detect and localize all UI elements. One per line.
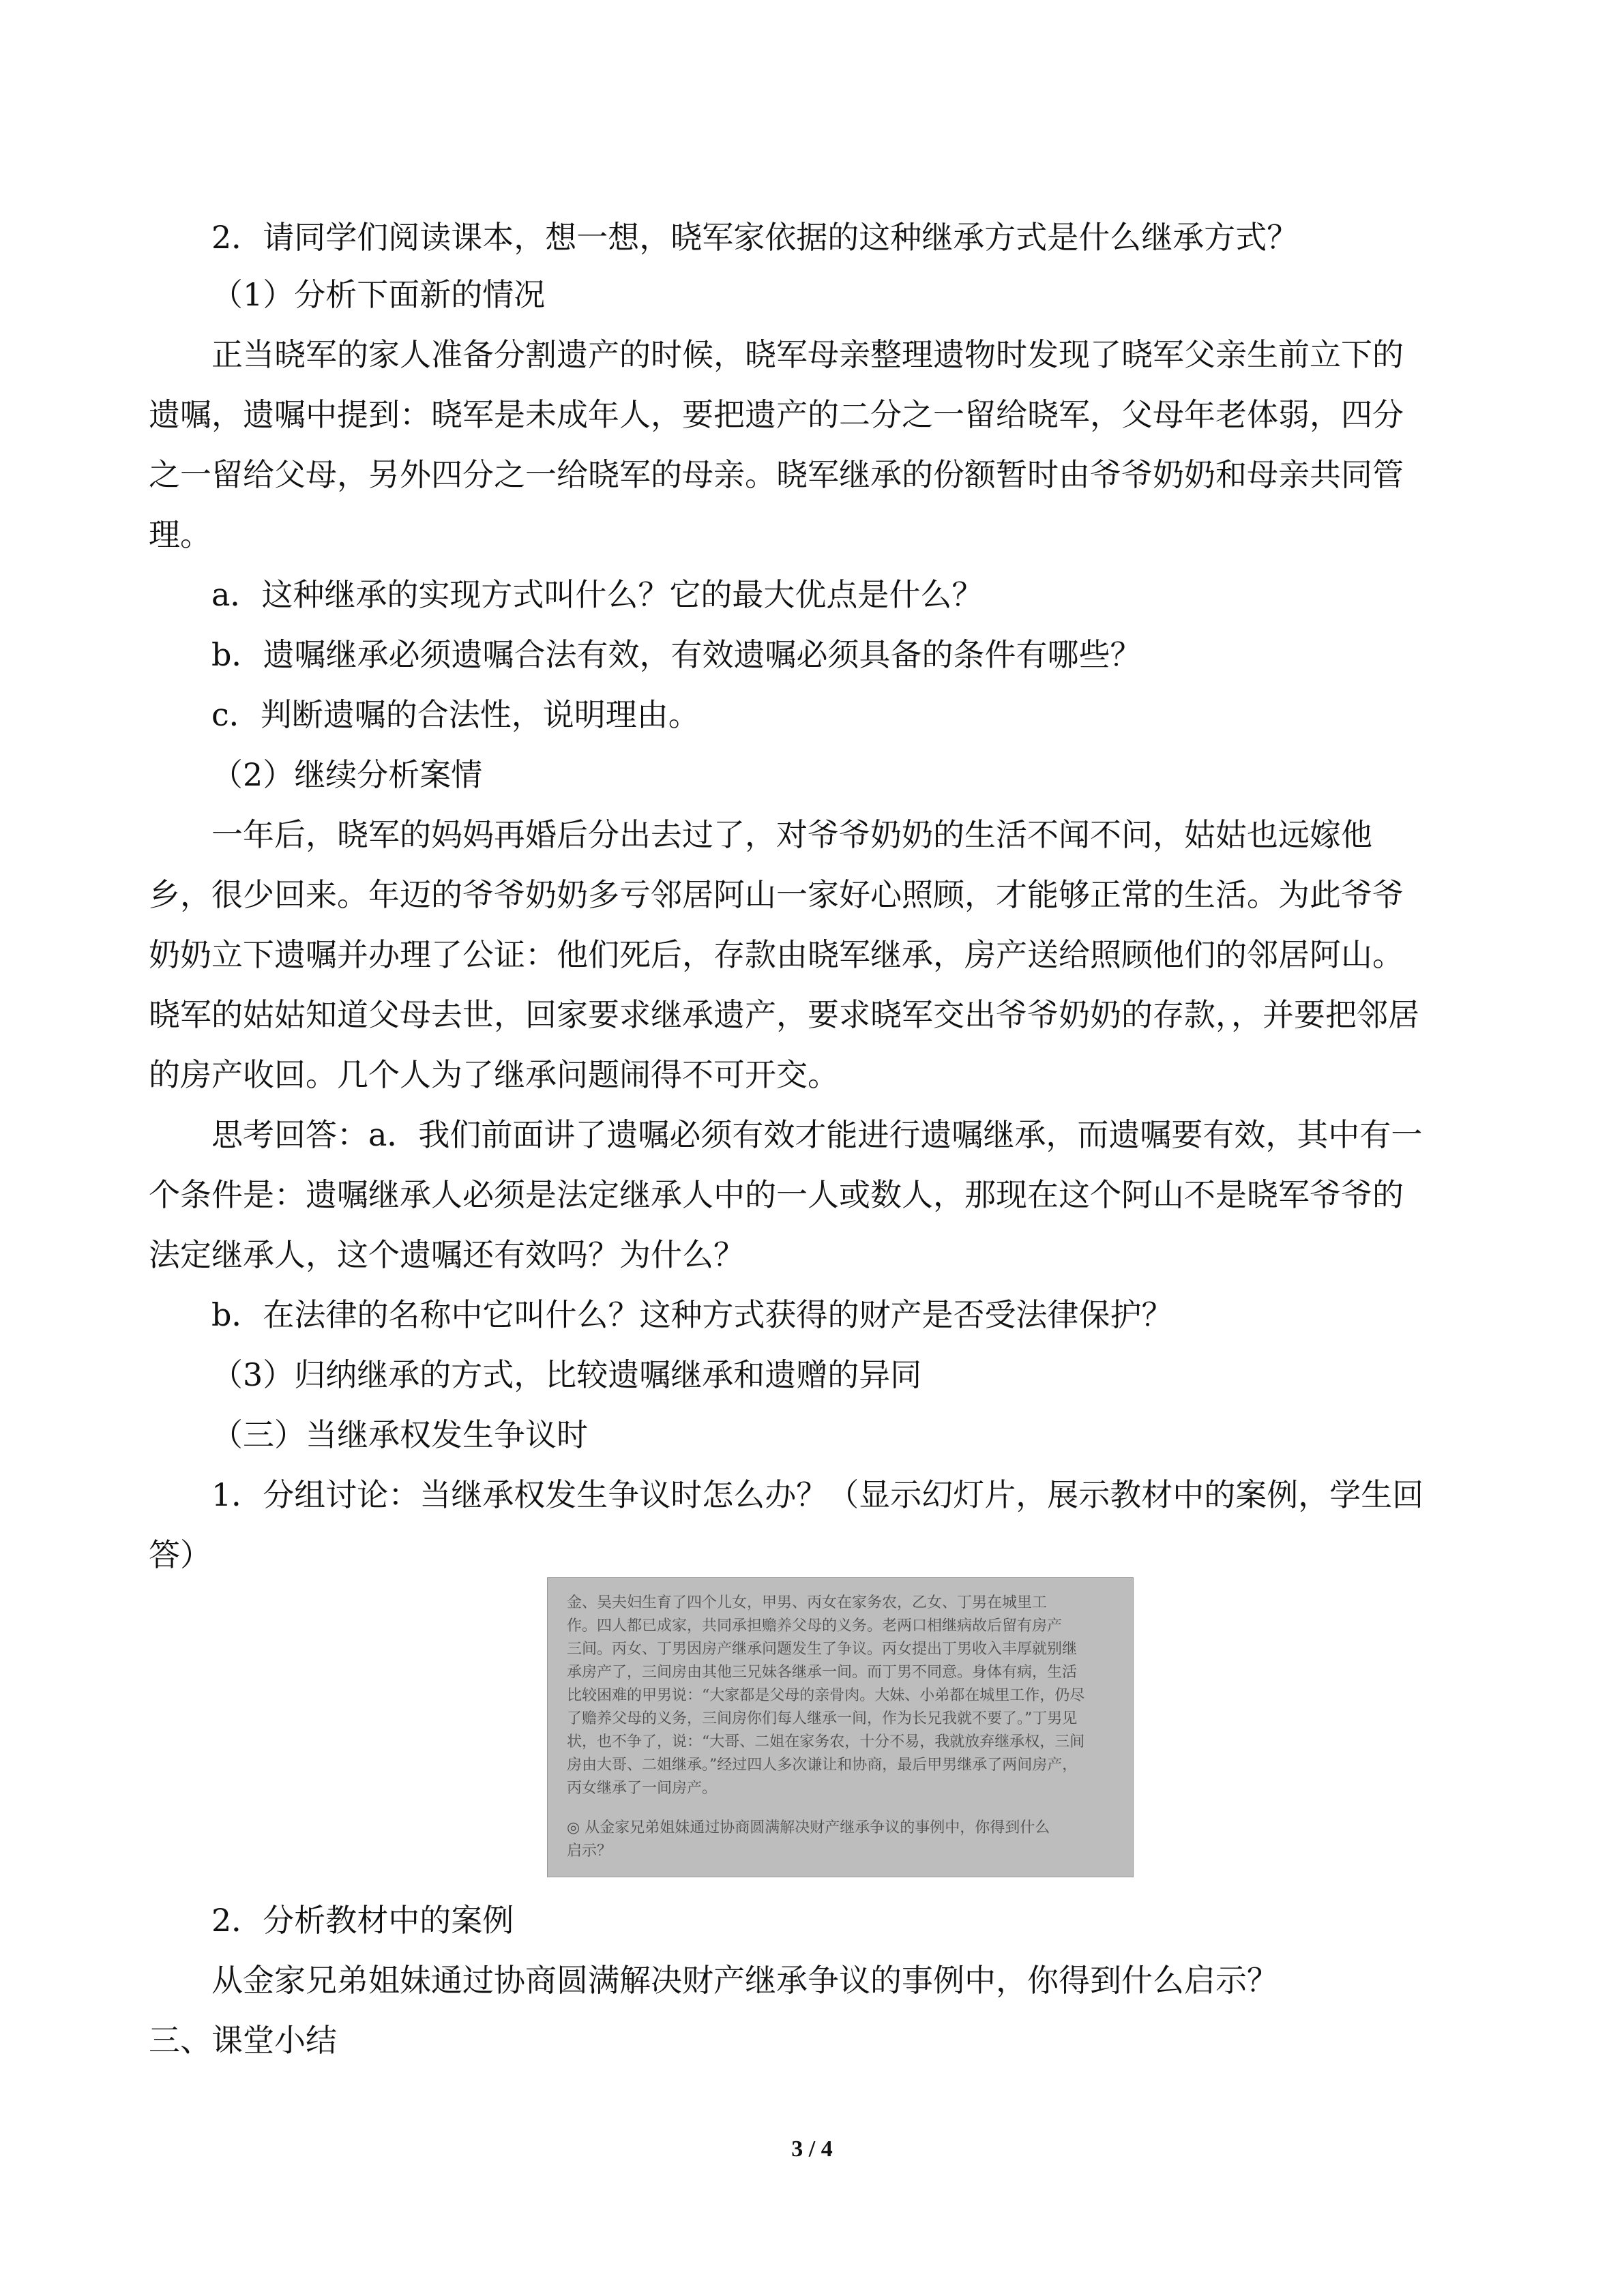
question-c: c．判断遗嘱的合法性，说明理由。 bbox=[211, 696, 700, 733]
subsection-3-heading: （3）归纳继承的方式，比较遗嘱继承和遗赠的异同 bbox=[211, 1356, 922, 1393]
paragraph-line: 一年后，晓军的妈妈再婚后分出去过了，对爷爷奶奶的生活不闻不问，姑姑也远嫁他 bbox=[211, 816, 1372, 853]
figure-text-line: 承房产了，三间房由其他三兄妹各继承一间。而丁男不同意。身体有病，生活 bbox=[567, 1664, 1078, 1681]
paragraph-line: 法定继承人，这个遗嘱还有效吗？为什么？ bbox=[149, 1236, 745, 1273]
figure-text-line: ◎ 从金家兄弟姐妹通过协商圆满解决财产继承争议的事例中，你得到什么 bbox=[567, 1819, 1050, 1836]
question-2: 2．请同学们阅读课本，想一想，晓军家依据的这种继承方式是什么继承方式？ bbox=[211, 219, 1299, 256]
figure-text-line: 三间。丙女、丁男因房产继承问题发生了争议。丙女提出丁男收入丰厚就别继 bbox=[567, 1641, 1078, 1658]
page-number: 3 / 4 bbox=[791, 2136, 833, 2162]
figure-text-line: 房由大哥、二姐继承。”经过四人多次谦让和协商，最后甲男继承了两间房产， bbox=[567, 1757, 1078, 1774]
figure-text-line: 比较困难的甲男说：“大家都是父母的亲骨肉。大妹、小弟都在城里工作，仍尽 bbox=[567, 1687, 1085, 1704]
paragraph-line: 乡，很少回来。年迈的爷爷奶奶多亏邻居阿山一家好心照顾，才能够正常的生活。为此爷爷 bbox=[149, 876, 1404, 913]
paragraph-line: 个条件是：遗嘱继承人必须是法定继承人中的一人或数人，那现在这个阿山不是晓军爷爷的 bbox=[149, 1176, 1404, 1213]
figure-text-line: 作。四人都已成家，共同承担赡养父母的义务。老两口相继病故后留有房产 bbox=[567, 1617, 1063, 1635]
question-b: b．遗嘱继承必须遗嘱合法有效，有效遗嘱必须具备的条件有哪些？ bbox=[211, 636, 1142, 673]
analysis-question: 从金家兄弟姐妹通过协商圆满解决财产继承争议的事例中，你得到什么启示？ bbox=[211, 1962, 1278, 1999]
figure-text-line: 了赡养父母的义务，三间房你们每人继承一间，作为长兄我就不要了。”丁男见 bbox=[567, 1710, 1078, 1727]
figure-text-line: 状，也不争了，说：“大哥、二姐在家务农，十分不易，我就放弃继承权，三间 bbox=[567, 1733, 1085, 1750]
paragraph-line: 正当晓军的家人准备分割遗产的时候，晓军母亲整理遗物时发现了晓军父亲生前立下的 bbox=[211, 336, 1404, 373]
question-b-2: b．在法律的名称中它叫什么？这种方式获得的财产是否受法律保护？ bbox=[211, 1296, 1173, 1333]
paragraph-line: 之一留给父母，另外四分之一给晓军的母亲。晓军继承的份额暂时由爷爷奶奶和母亲共同管 bbox=[149, 456, 1404, 493]
paragraph-line: 的房产收回。几个人为了继承问题闹得不可开交。 bbox=[149, 1056, 839, 1093]
discussion-line: 答） bbox=[149, 1536, 211, 1573]
paragraph-line: 理。 bbox=[149, 516, 211, 553]
paragraph-line: 晓军的姑姑知道父母去世，回家要求继承遗产，要求晓军交出爷爷奶奶的存款，，并要把邻居 bbox=[149, 996, 1419, 1033]
discussion-line: 1．分组讨论：当继承权发生争议时怎么办？（显示幻灯片，展示教材中的案例，学生回 bbox=[211, 1476, 1424, 1513]
question-a: a．这种继承的实现方式叫什么？它的最大优点是什么？ bbox=[211, 576, 984, 613]
figure-text-line: 金、吴夫妇生育了四个儿女，甲男、丙女在家务农，乙女、丁男在城里工 bbox=[567, 1594, 1048, 1611]
paragraph-line: 思考回答：a．我们前面讲了遗嘱必须有效才能进行遗嘱继承，而遗嘱要有效，其中有一 bbox=[211, 1116, 1423, 1153]
analysis-heading: 2．分析教材中的案例 bbox=[211, 1902, 514, 1939]
paragraph-line: 奶奶立下遗嘱并办理了公证：他们死后，存款由晓军继承，房产送给照顾他们的邻居阿山。 bbox=[149, 936, 1404, 973]
subsection-1-heading: （1）分析下面新的情况 bbox=[211, 276, 546, 313]
paragraph-line: 遗嘱，遗嘱中提到：晓军是未成年人，要把遗产的二分之一留给晓军，父母年老体弱，四分 bbox=[149, 396, 1404, 433]
summary-heading: 三、课堂小结 bbox=[149, 2022, 337, 2059]
section-3-heading: （三）当继承权发生争议时 bbox=[211, 1416, 588, 1453]
figure-text-line: 启示？ bbox=[567, 1843, 612, 1860]
figure-text-line: 丙女继承了一间房产。 bbox=[567, 1780, 718, 1797]
textbook-case-photo bbox=[547, 1577, 1134, 1877]
subsection-2-heading: （2）继续分析案情 bbox=[211, 756, 483, 793]
